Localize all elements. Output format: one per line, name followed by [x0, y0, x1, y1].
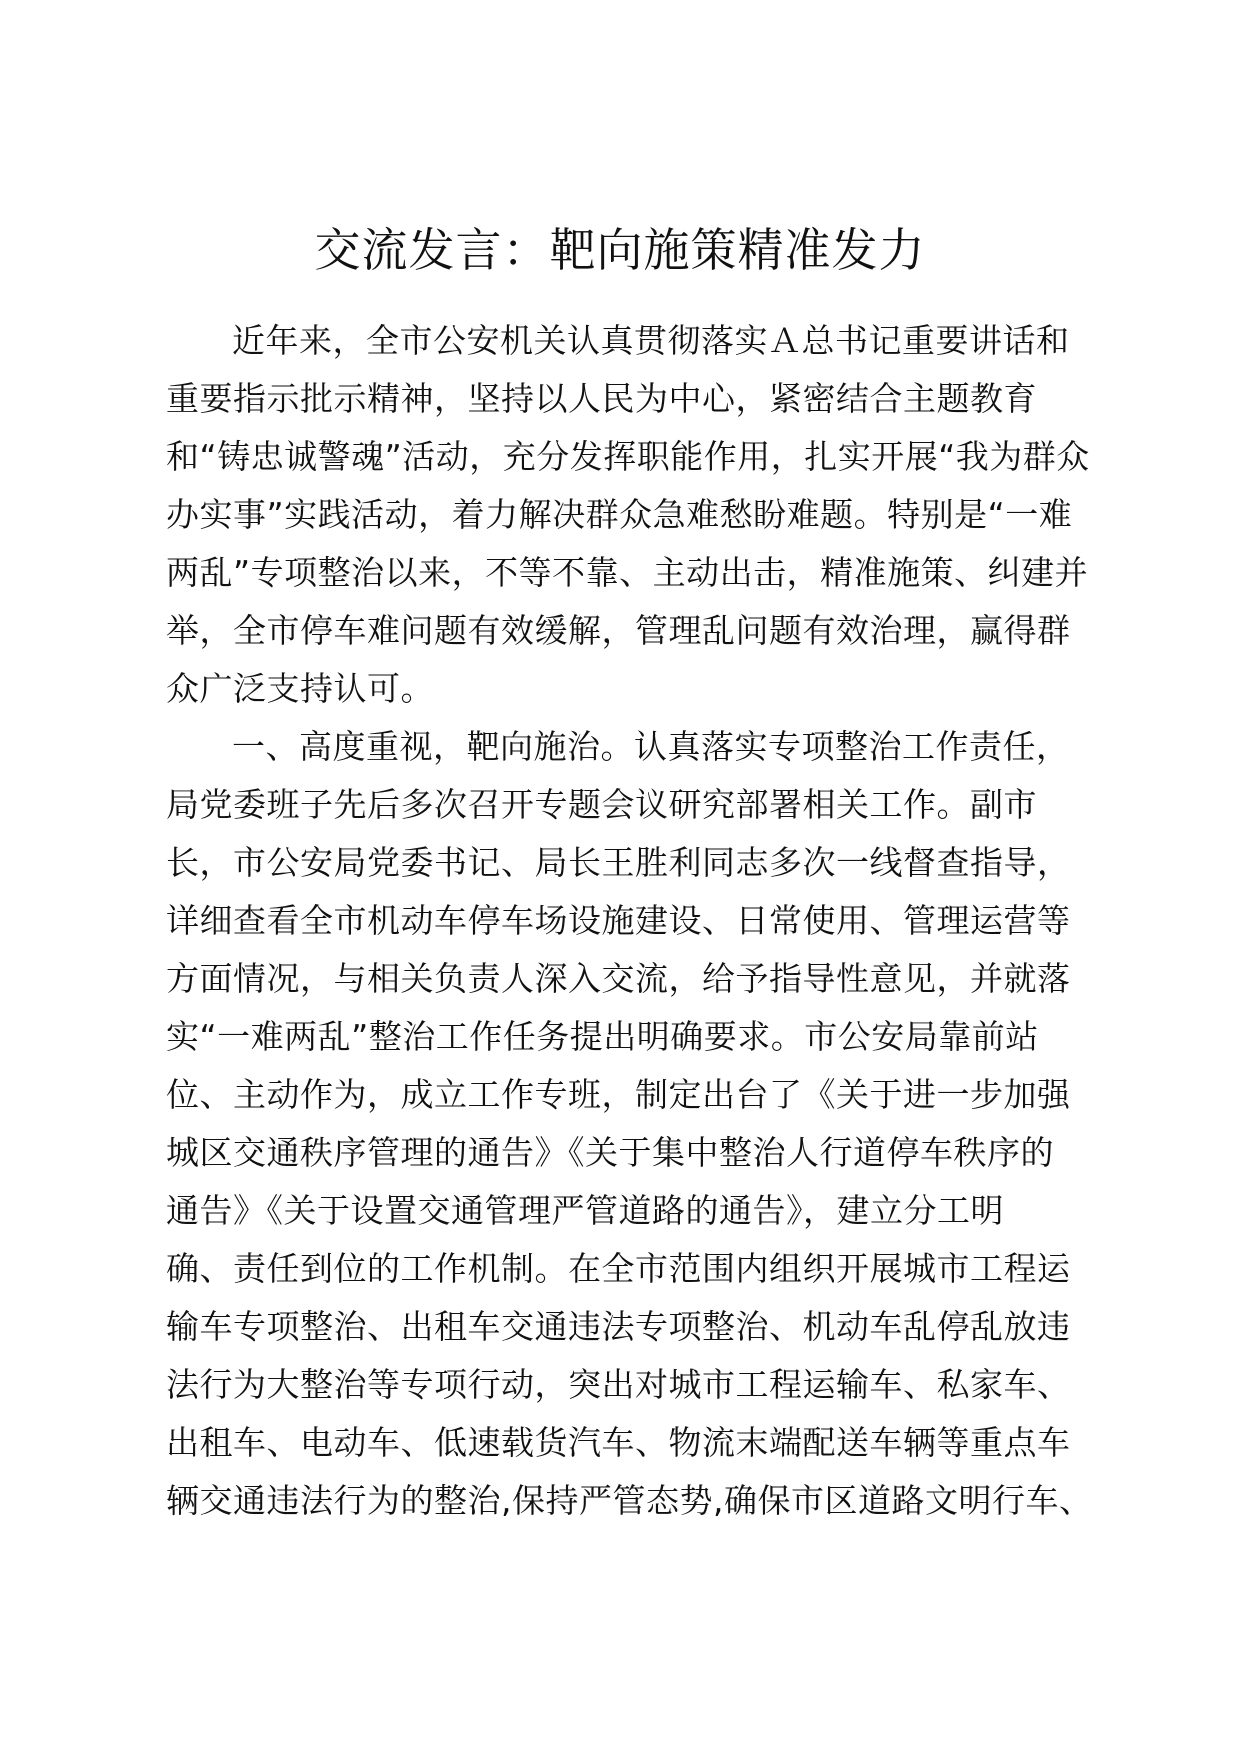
paragraph-line: 位、主动作为，成立工作专班，制定出台了《关于进一步加强 — [166, 1075, 1071, 1114]
paragraph-line: 长，市公安局党委书记、局长王胜利同志多次一线督查指导， — [166, 843, 1071, 882]
paragraph-line: 实“一难两乱”整治工作任务提出明确要求。市公安局靠前站 — [166, 1017, 1039, 1056]
paragraph-line: 城区交通秩序管理的通告》《关于集中整治人行道停车秩序的 — [166, 1133, 1054, 1172]
document-body — [166, 312, 1093, 1530]
paragraph-line: 出租车、电动车、低速载货汽车、物流末端配送车辆等重点车 — [166, 1423, 1071, 1462]
paragraph-line: 辆交通违法行为的整治,保持严管态势,确保市区道路文明行车、 — [166, 1481, 1093, 1520]
section-heading-line: 一、高度重视，靶向施治。认真落实专项整治工作责任， — [232, 727, 1070, 766]
paragraph-line: 重要指示批示精神，坚持以人民为中心，紧密结合主题教育 — [166, 379, 1037, 418]
paragraph-line: 众广泛支持认可。 — [166, 669, 434, 708]
paragraph-line: 举，全市停车难问题有效缓解，管理乱问题有效治理，赢得群 — [166, 611, 1071, 650]
paragraph-line: 两乱”专项整治以来，不等不靠、主动出击，精准施策、纠建并 — [166, 553, 1089, 592]
paragraph-line: 局党委班子先后多次召开专题会议研究部署相关工作。副市 — [166, 785, 1037, 824]
paragraph-line: 输车专项整治、出租车交通违法专项整治、机动车乱停乱放违 — [166, 1307, 1071, 1346]
paragraph-line: 和“铸忠诚警魂”活动，充分发挥职能作用，扎实开展“我为群众 — [166, 437, 1090, 476]
paragraph-line: 近年来，全市公安机关认真贯彻落实Ａ总书记重要讲话和 — [232, 321, 1070, 360]
paragraph-line: 详细查看全市机动车停车场设施建设、日常使用、管理运营等 — [166, 901, 1071, 940]
paragraph-line: 通告》《关于设置交通管理严管道路的通告》，建立分工明 — [166, 1191, 1004, 1230]
document-title: 交流发言：靶向施策精准发力 — [314, 223, 926, 277]
paragraph-line: 办实事”实践活动，着力解决群众急难愁盼难题。特别是“一难 — [166, 495, 1073, 534]
paragraph-line: 方面情况，与相关负责人深入交流，给予指导性意见，并就落 — [166, 959, 1071, 998]
paragraph-line: 确、责任到位的工作机制。在全市范围内组织开展城市工程运 — [166, 1249, 1071, 1288]
paragraph-line: 法行为大整治等专项行动，突出对城市工程运输车、私家车、 — [166, 1365, 1071, 1404]
